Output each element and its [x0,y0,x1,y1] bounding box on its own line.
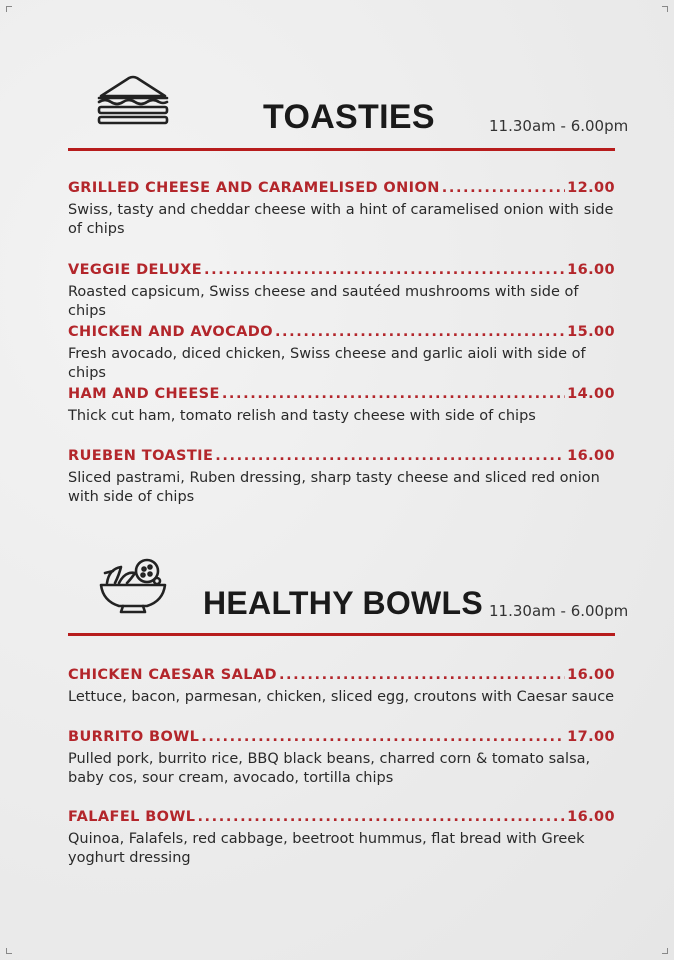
bowls-hours: 11.30am - 6.00pm [489,602,629,620]
dot-leader [201,729,565,745]
menu-item-name: VEGGIE DELUXE [68,262,203,278]
crop-mark [662,6,668,12]
menu-item [68,729,615,788]
salad-bowl-icon [97,553,169,615]
menu-item [68,667,615,707]
menu-item-price: 16.00 [567,667,615,683]
menu-item [68,324,615,383]
toasties-hours: 11.30am - 6.00pm [489,117,629,135]
menu-item-name: FALAFEL BOWL [68,809,196,825]
menu-item-header [68,729,615,745]
menu-item-price: 16.00 [567,262,615,278]
menu-item-price: 14.00 [567,386,615,402]
menu-item-price: 12.00 [567,180,615,196]
menu-item-description: Thick cut ham, tomato relish and tasty cheese with side of chips [68,408,536,424]
menu-item-name: BURRITO BOWL [68,729,200,745]
menu-item-name: CHICKEN CAESAR SALAD [68,667,277,683]
menu-item-description: Fresh avocado, diced chicken, Swiss cheese and garlic aioli with side of chips [68,346,586,381]
menu-item-description: Swiss, tasty and cheddar cheese with a hint of caramelised onion with side of chips [68,202,614,237]
dot-leader [204,262,565,278]
menu-item-header [68,324,615,340]
menu-item-price: 17.00 [567,729,615,745]
menu-item-header [68,448,615,464]
menu-item-header [68,667,615,683]
dot-leader [279,667,565,683]
crop-mark [662,948,668,954]
dot-leader [442,180,565,196]
sandwich-icon [95,72,171,130]
menu-item-name: HAM AND CHEESE [68,386,220,402]
dot-leader [197,809,565,825]
menu-item-description: Roasted capsicum, Swiss cheese and sautéed mushrooms with side of chips [68,284,579,319]
menu-item-description: Lettuce, bacon, parmesan, chicken, sliced egg, croutons with Caesar sauce [68,689,615,705]
menu-item [68,262,615,321]
section-divider [68,633,615,636]
menu-item-name: RUEBEN TOASTIE [68,448,214,464]
menu-item-description: Sliced pastrami, Ruben dressing, sharp tasty cheese and sliced red onion with side of chips [68,470,600,505]
menu-item-header [68,809,615,825]
menu-item-price: 16.00 [567,448,615,464]
section-title-toasties: TOASTIES [263,98,435,136]
crop-mark [6,6,12,12]
menu-item-header [68,180,615,196]
menu-item-header [68,386,615,402]
menu-item-description: Pulled pork, burrito rice, BBQ black beans, charred corn & tomato salsa, baby cos, sour cream, avocado, tortilla chips [68,751,591,786]
menu-item-name: CHICKEN AND AVOCADO [68,324,273,340]
menu-item-header [68,262,615,278]
menu-item [68,809,615,868]
menu-item [68,386,615,426]
menu-item-price: 15.00 [567,324,615,340]
dot-leader [215,448,565,464]
menu-item [68,448,615,507]
menu-item-name: GRILLED CHEESE AND CARAMELISED ONION [68,180,440,196]
dot-leader [222,386,565,402]
menu-item [68,180,615,239]
section-title-healthy-bowls: HEALTHY BOWLS [203,585,484,621]
dot-leader [275,324,565,340]
menu-item-description: Quinoa, Falafels, red cabbage, beetroot hummus, flat bread with Greek yoghurt dressing [68,831,585,866]
crop-mark [6,948,12,954]
section-divider [68,148,615,151]
menu-item-price: 16.00 [567,809,615,825]
